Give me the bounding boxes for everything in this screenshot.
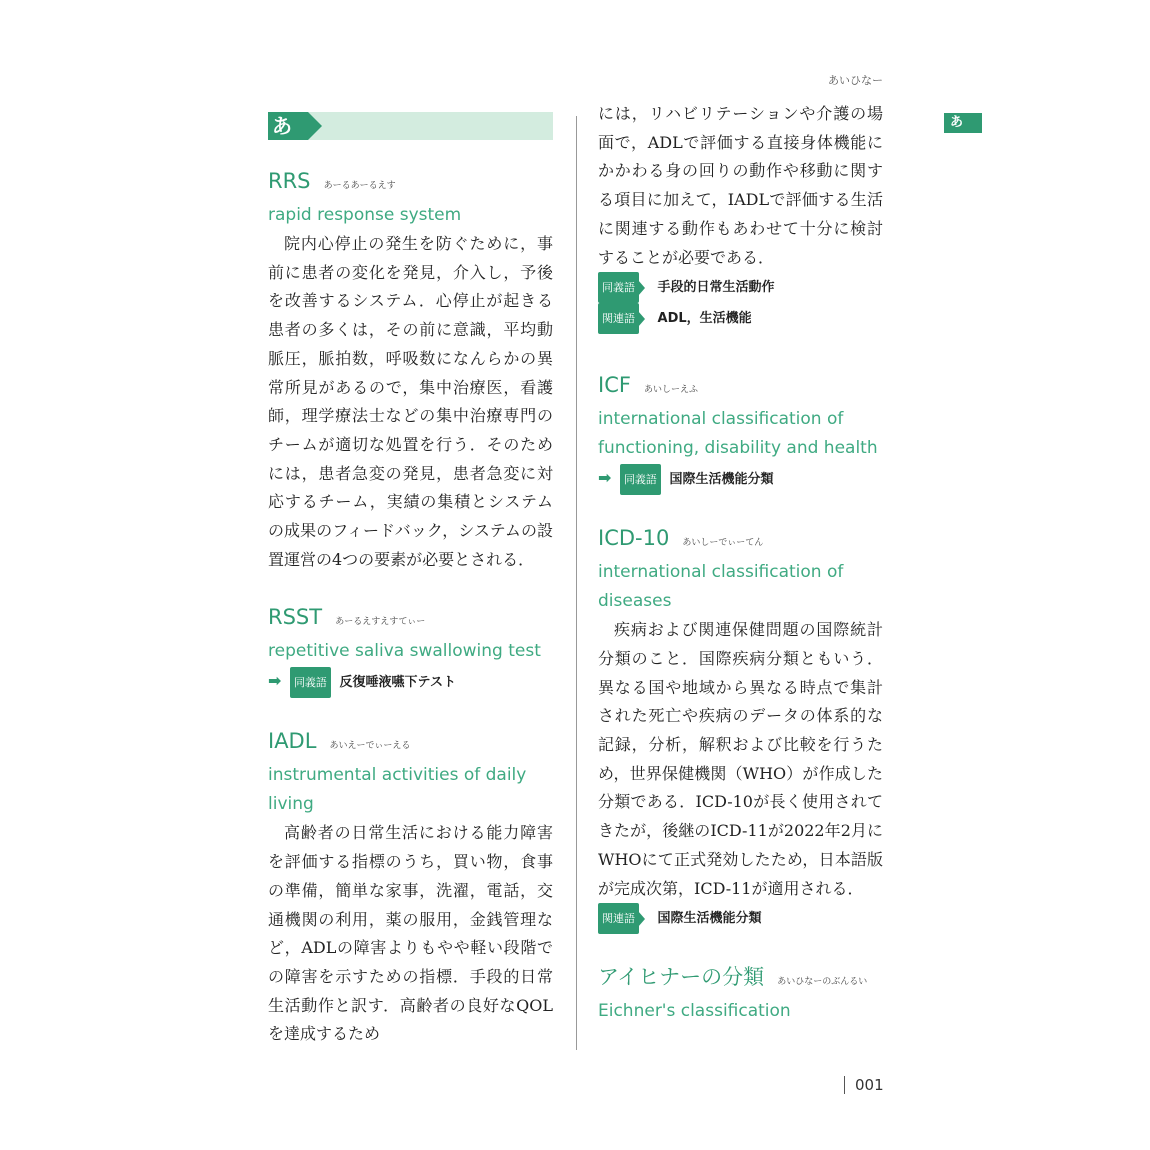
right-column [598, 104, 883, 1054]
entry-icf [598, 370, 883, 495]
entry-eichner [598, 962, 883, 1026]
entry-reading: あいえーでぃーえる [329, 741, 411, 752]
entry-icd10 [598, 523, 883, 934]
related-ref [598, 303, 883, 334]
synonym-badge: 同義語 [290, 667, 331, 698]
entry-body: 院内心停止の発生を防ぐために，事前に患者の変化を発見，介入し，予後を改善するシステム．心停止が起きる患者の多くは，その前に意識，平均動脈圧，脈拍数，呼吸数になんらかの異常所見があるので，集中治療医，看護師，理学療法士などの集中治療専門のチームが適切な処置を行う．そのためには，患者急変の発見，患者急変に対応するチーム，実績の集積とシステムの成果のフィードバック，システムの設置運営の4つの要素が必要とされる． [268, 234, 553, 569]
synonym-badge: 同義語 [598, 272, 639, 303]
entry-reading: あいひなーのぶんるい [777, 977, 868, 988]
section-arrow-icon [308, 112, 322, 140]
synonym-ref [598, 272, 883, 303]
related-badge: 関連語 [598, 303, 639, 334]
entry-term: RSST [268, 605, 323, 630]
section-header [268, 112, 553, 140]
entry-reading: あいしーでぃーてん [682, 538, 764, 549]
right-arrow-icon: ➡ [598, 468, 612, 488]
thumb-index-tab: あ [944, 113, 982, 133]
entry-term: アイヒナーの分類 [598, 965, 765, 990]
column-divider [576, 116, 577, 1050]
synonym-ref [268, 666, 553, 698]
entry-english: rapid response system [268, 205, 462, 225]
synonym-text: 国際生活機能分類 [669, 472, 774, 488]
synonym-text: 反復唾液嚥下テスト [339, 675, 456, 691]
entry-english: Eichner's classification [598, 1001, 791, 1022]
entry-body: 高齢者の日常生活における能力障害を評価する指標のうち，買い物，食事の準備，簡単な家事，洗濯，電話，交通機関の利用，薬の服用，金銭管理など，ADLの障害よりもやや軽い段階での障害を示すための指標．手段的日常生活動作と訳す．高齢者の良好なQOLを達成するため [268, 823, 553, 1044]
badge-arrow-icon [638, 911, 645, 927]
running-head: あいひなー [828, 74, 883, 87]
related-badge: 関連語 [598, 903, 639, 934]
entry-english: international classification of functioning, disability and health [598, 409, 878, 459]
entry-reading: あーるえすえすてぃー [335, 617, 426, 628]
related-text: ADL，生活機能 [657, 311, 752, 327]
entry-term: ICD-10 [598, 526, 670, 551]
left-column [268, 112, 553, 1077]
synonym-text: 手段的日常生活動作 [657, 280, 775, 296]
entry-english: international classification of diseases [598, 562, 844, 612]
entry-reading: あーるあーるえす [323, 181, 396, 191]
entry-english: repetitive saliva swallowing test [268, 641, 541, 662]
entry-reading: あいしーえふ [644, 385, 699, 396]
entry-term: RRS [268, 169, 311, 193]
entry-body-continued: には，リハビリテーションや介護の場面で，ADLで評価する直接身体機能にかかわる身の回りの動作や移動に関する項目に加えて，IADLで評価する生活に関連する動作もあわせて十分に検討することが必要である． [598, 104, 883, 267]
entry-iadl [268, 726, 553, 1049]
entry-rsst [268, 602, 553, 698]
badge-arrow-icon [638, 280, 645, 296]
synonym-ref [598, 463, 883, 495]
entry-rrs [268, 166, 553, 574]
synonym-badge: 同義語 [620, 464, 661, 495]
page-number: 001 [844, 1076, 884, 1094]
right-arrow-icon: ➡ [268, 671, 282, 691]
entry-body: 疾病および関連保健問題の国際統計分類のこと．国際疾病分類ともいう．異なる国や地域から異なる時点で集計された死亡や疾病のデータの体系的な記録，分析，解釈および比較を行うため，世界保健機関（WHO）が作成した分類である．ICD-10が長く使用されてきたが，後継のICD-11が2022年2月にWHOにて正式発効したため，日本語版が完成次第，ICD-11が適用される． [598, 620, 883, 898]
related-text: 国際生活機能分類 [657, 911, 762, 927]
entry-english: instrumental activities of daily living [268, 765, 527, 815]
related-ref [598, 903, 883, 934]
badge-arrow-icon [638, 311, 645, 327]
entry-term: IADL [268, 729, 317, 754]
entry-term: ICF [598, 373, 631, 398]
section-kana: あ [268, 112, 308, 140]
entry-iadl-continued [598, 100, 883, 334]
